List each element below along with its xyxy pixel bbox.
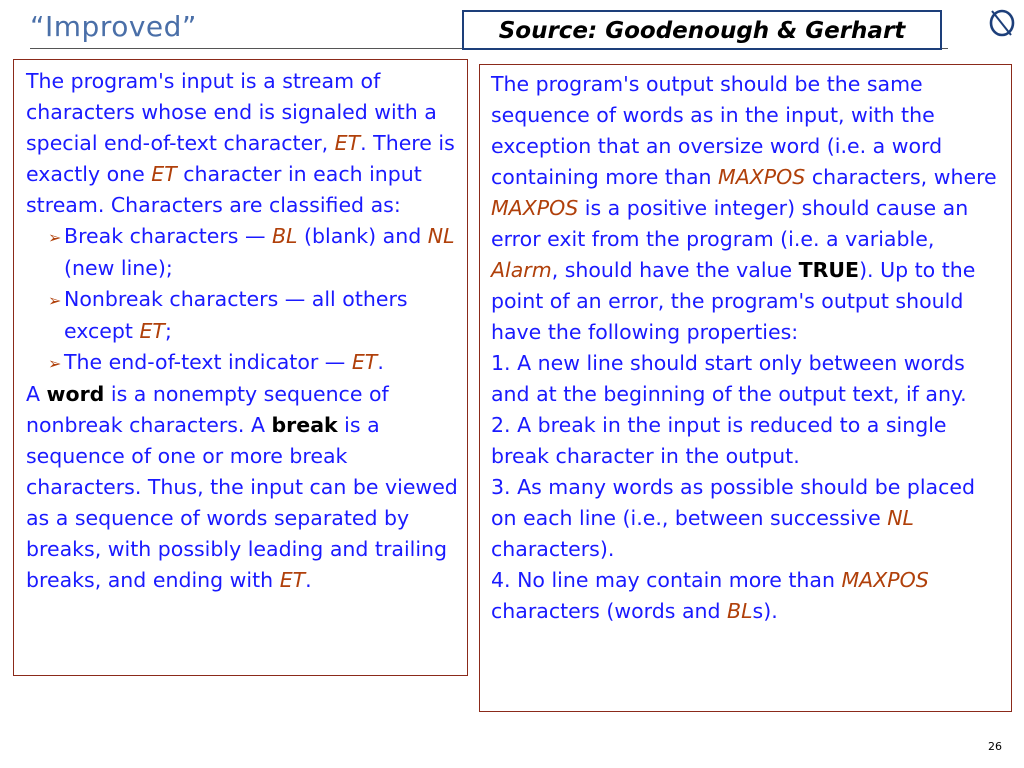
break-term: break <box>271 413 338 437</box>
text: characters). <box>491 537 615 561</box>
text: The program's input is a stream of characters whose end is signaled with a special end-of-text character, <box>26 69 437 155</box>
text: characters (words and <box>491 599 728 623</box>
eiffel-logo-icon <box>986 6 1018 38</box>
text: is a nonempty sequence of nonbreak characters. A <box>26 382 389 437</box>
et-term: ET <box>351 350 378 374</box>
input-description-box <box>13 59 468 676</box>
text: ; <box>164 319 172 343</box>
text: characters, where <box>805 165 997 189</box>
text: character in each input stream. Characters are classified as: <box>26 162 422 217</box>
word-term: word <box>46 382 105 406</box>
bl-term: BL <box>727 599 753 623</box>
alarm-term: Alarm <box>491 258 552 282</box>
output-description-box <box>479 64 1012 712</box>
nl-term: NL <box>887 506 914 530</box>
page-number: 26 <box>988 740 1002 753</box>
slide-title: “Improved” <box>30 10 197 43</box>
source-box: Source: Goodenough & Gerhart <box>462 10 942 50</box>
word-definition-paragraph <box>26 379 459 596</box>
arrow-bullet-icon: ➢ <box>48 354 62 373</box>
bl-term: BL <box>271 224 298 248</box>
text: ). Up to the point of an error, the program's output should have the following properties: <box>491 258 976 344</box>
arrow-bullet-icon: ➢ <box>48 291 62 310</box>
text: The program's output should be the same sequence of words as in the input, with the exception that an oversize word (i.e. a word containing more than <box>491 72 943 189</box>
text: 4. No line may contain more than <box>491 568 842 592</box>
text: Break characters — <box>64 224 272 248</box>
bullet-break-characters <box>26 221 459 284</box>
et-term: ET <box>139 319 165 343</box>
output-intro-paragraph <box>491 69 1003 348</box>
text: is a sequence of one or more break characters. Thus, the input can be viewed as a sequence of words separated by breaks, with possibly leading and trailing breaks, and ending with <box>26 413 458 592</box>
text: . <box>377 350 384 374</box>
input-intro-paragraph <box>26 66 459 221</box>
property-4 <box>491 565 1003 627</box>
nl-term: NL <box>427 224 455 248</box>
text: (new line); <box>64 256 173 280</box>
text: A <box>26 382 47 406</box>
text: (blank) and <box>297 224 428 248</box>
text: is a positive integer) should cause an error exit from the program (i.e. a variable, <box>491 196 969 251</box>
text: 3. As many words as possible should be placed on each line (i.e., between successive <box>491 475 976 530</box>
true-term: TRUE <box>798 258 860 282</box>
maxpos-term: MAXPOS <box>491 196 579 220</box>
bullet-end-of-text <box>26 347 459 379</box>
bullet-nonbreak-characters <box>26 284 459 347</box>
maxpos-term: MAXPOS <box>718 165 806 189</box>
text: Nonbreak characters — all others except <box>64 287 408 343</box>
et-term: ET <box>279 568 306 592</box>
text: . <box>305 568 312 592</box>
et-term: ET <box>151 162 177 186</box>
text: s). <box>752 599 778 623</box>
arrow-bullet-icon: ➢ <box>48 228 62 247</box>
maxpos-term: MAXPOS <box>841 568 929 592</box>
text: , should have the value <box>551 258 799 282</box>
property-3 <box>491 472 1003 565</box>
text: . There is exactly one <box>26 131 455 186</box>
property-1: 1. A new line should start only between words and at the beginning of the output text, if any. <box>491 351 967 406</box>
property-2: 2. A break in the input is reduced to a single break character in the output. <box>491 413 947 468</box>
text: The end-of-text indicator — <box>64 350 352 374</box>
et-term: ET <box>334 131 361 155</box>
